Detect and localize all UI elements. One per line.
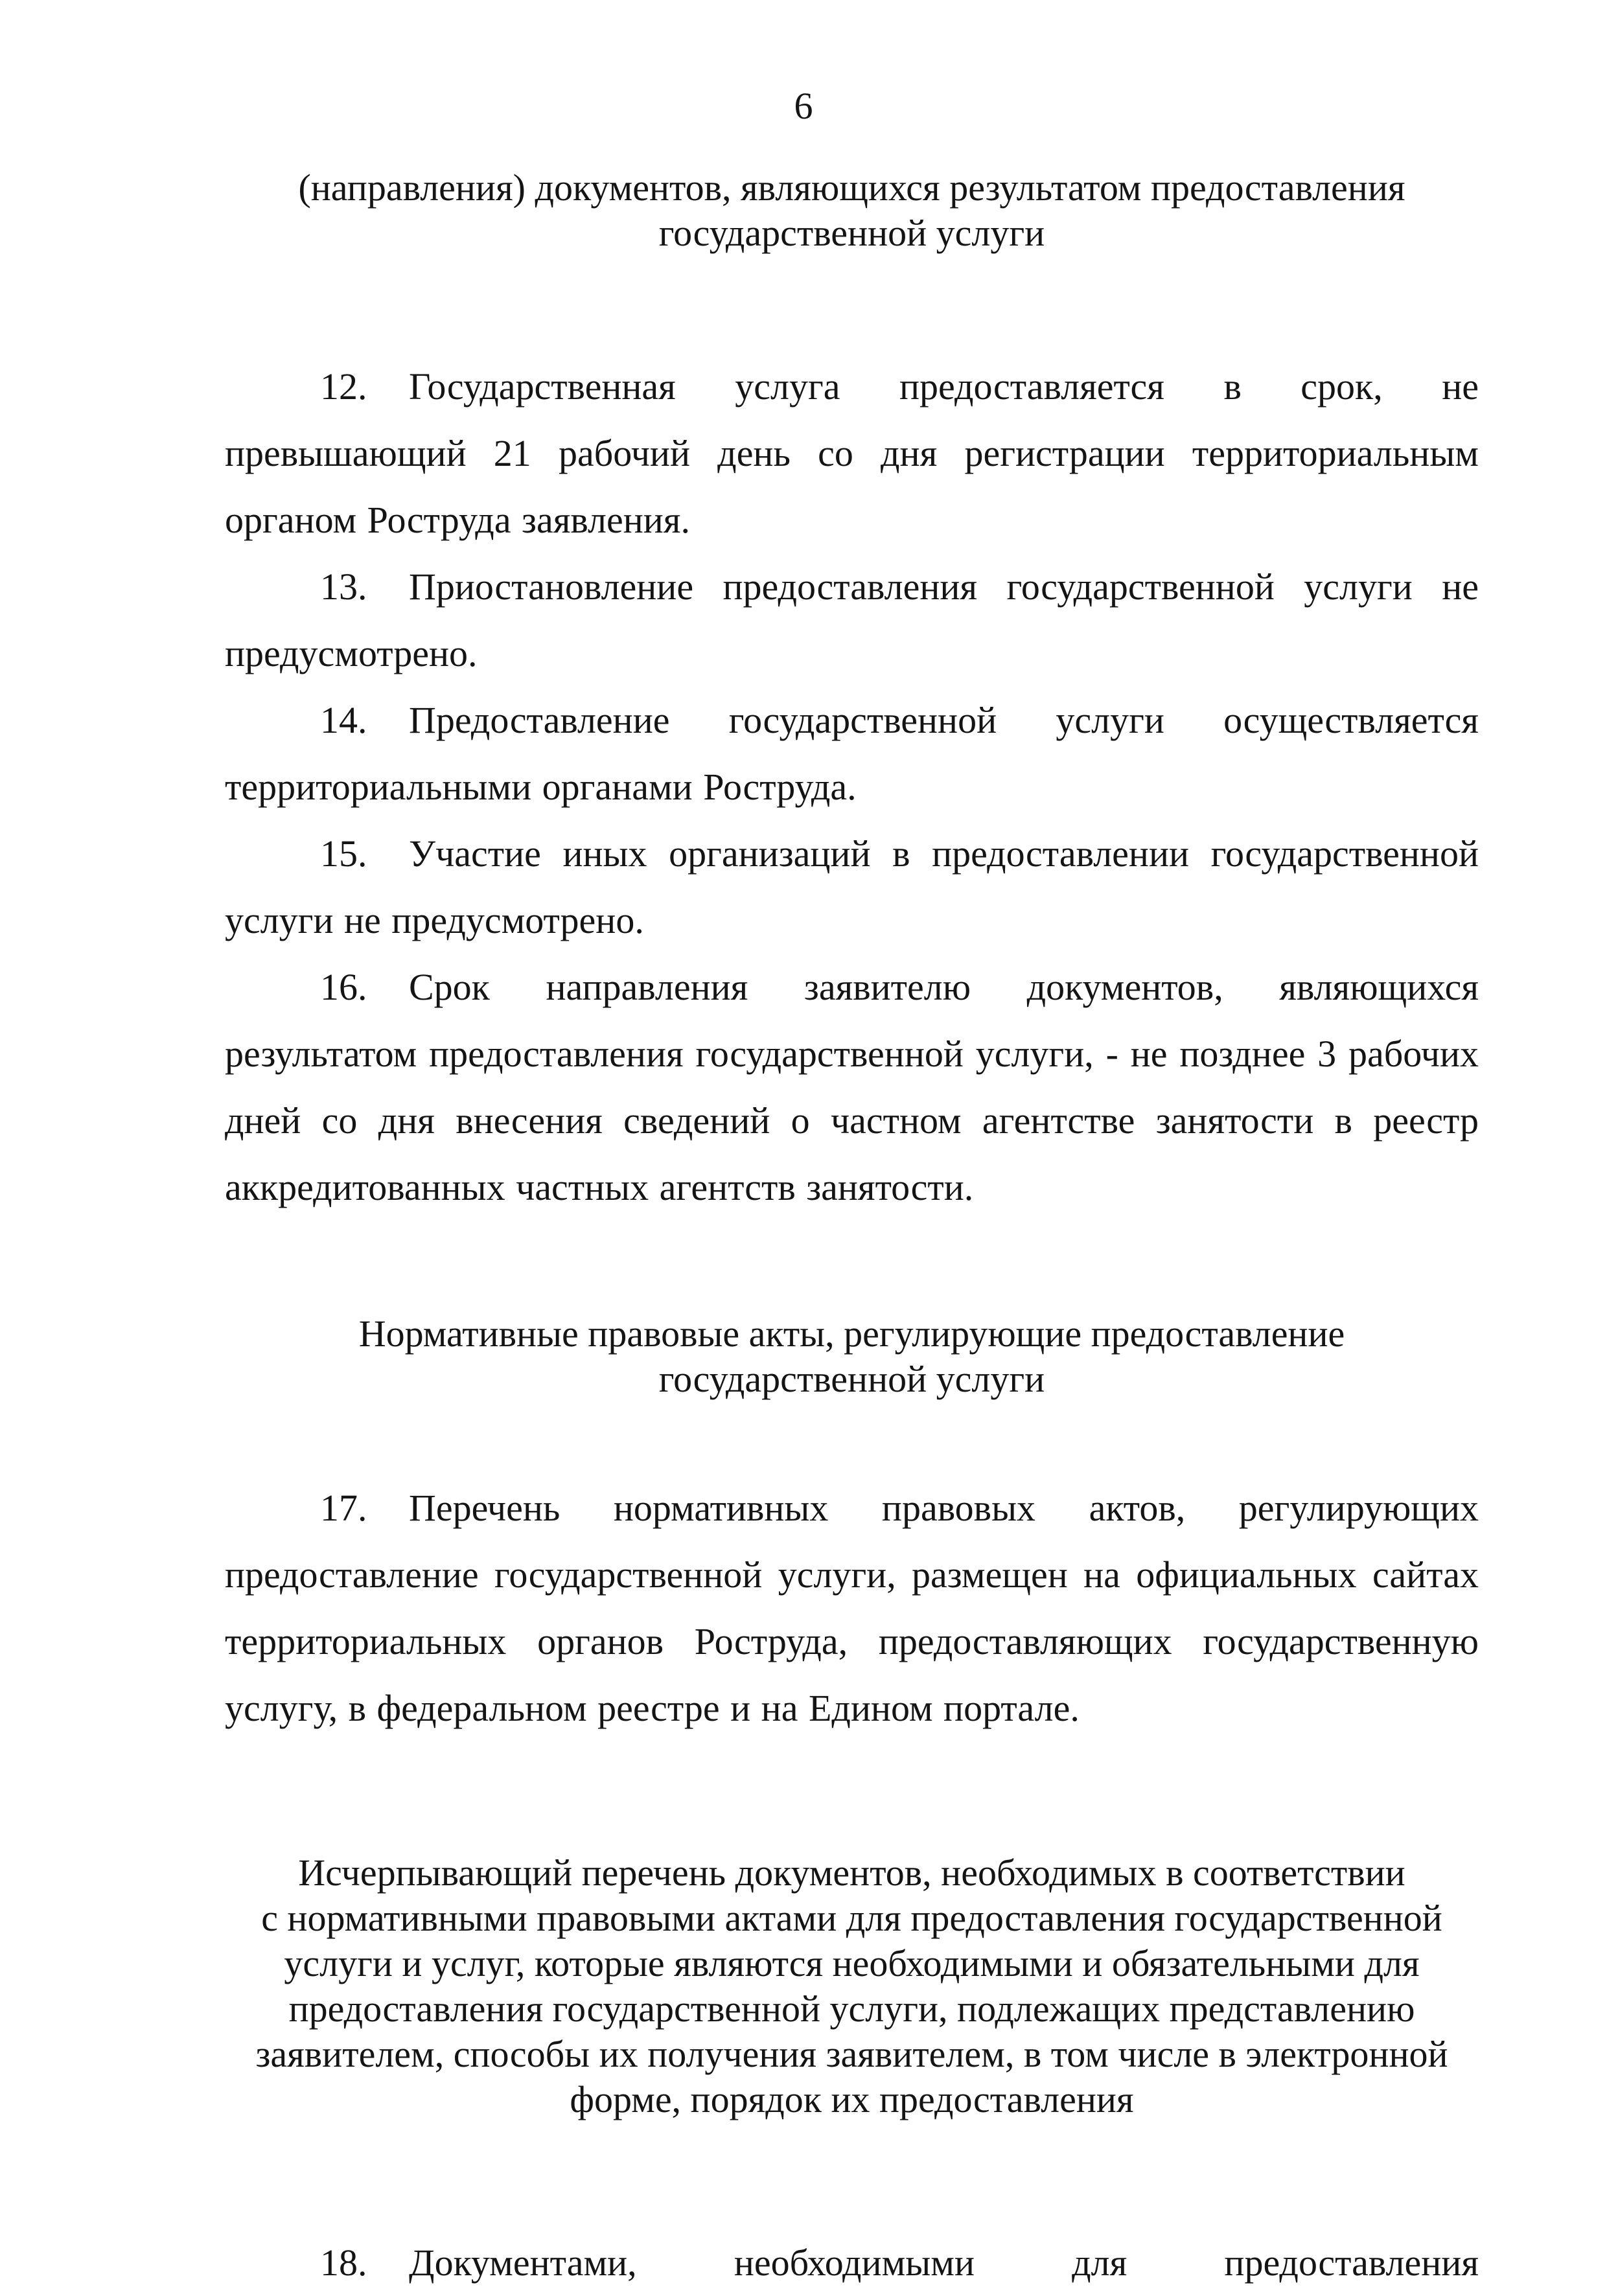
paragraph-number: 13. [320, 566, 367, 608]
heading-line: Нормативные правовые акты, регулирующие предоставление [358, 1313, 1345, 1355]
heading-line: предоставления государственной услуги, подлежащих представлению [288, 1988, 1415, 2030]
paragraph-text: Срок направления заявителю документов, являющихся результатом предоставления государственной услуги, - не позднее 3 рабочих дней со дня внесения сведений о частном агентстве занятости в реестр аккредитованных частных агентств занятости. [225, 966, 1479, 1208]
section-heading-results-delivery [225, 165, 1479, 256]
paragraph-number: 18. [320, 2242, 367, 2284]
paragraph-number: 14. [320, 699, 367, 741]
paragraph-18 [225, 2229, 1479, 2296]
paragraph-13 [225, 553, 1479, 687]
paragraph-text: Приостановление предоставления государственной услуги не предусмотрено. [225, 566, 1479, 674]
heading-line: заявителем, способы их получения заявителем, в том числе в электронной [255, 2033, 1448, 2075]
heading-line: услуги и услуг, которые являются необходимыми и обязательными для [284, 1942, 1420, 1984]
paragraph-number: 12. [320, 365, 367, 408]
paragraph-number: 17. [320, 1487, 367, 1529]
heading-line: Исчерпывающий перечень документов, необходимых в соответствии [298, 1852, 1405, 1894]
paragraph-text: Предоставление государственной услуги осуществляется территориальными органами Роструда. [225, 699, 1479, 808]
heading-line: государственной услуги [658, 212, 1045, 254]
paragraph-number: 16. [320, 966, 367, 1008]
section-heading-normative-acts [225, 1311, 1479, 1402]
paragraph-text: Перечень нормативных правовых актов, регулирующих предоставление государственной услуги, размещен на официальных сайтах территориальных органов Роструда, предоставляющих государственную услугу, в федеральном реестре и на Едином портале. [225, 1487, 1479, 1729]
heading-line: государственной услуги [658, 1358, 1045, 1400]
section-heading-required-documents [225, 1850, 1479, 2122]
heading-line: с нормативными правовыми актами для предоставления государственной [261, 1897, 1442, 1939]
paragraph-15 [225, 820, 1479, 954]
paragraph-text: Документами, необходимыми для предоставления [409, 2242, 1479, 2284]
paragraph-14 [225, 687, 1479, 820]
paragraph-12 [225, 353, 1479, 553]
paragraph-number: 15. [320, 832, 367, 875]
heading-line: (направления) документов, являющихся результатом предоставления [298, 166, 1405, 209]
paragraph-text: Государственная услуга предоставляется в срок, не превышающий 21 рабочий день со дня регистрации территориальным органом Роструда заявления. [225, 365, 1479, 541]
document-body [225, 165, 1479, 2296]
heading-line: форме, порядок их предоставления [570, 2078, 1134, 2120]
paragraph-16 [225, 954, 1479, 1221]
page-number: 6 [794, 85, 813, 127]
paragraph-text: Участие иных организаций в предоставлении государственной услуги не предусмотрено. [225, 832, 1479, 941]
paragraph-17 [225, 1475, 1479, 1741]
